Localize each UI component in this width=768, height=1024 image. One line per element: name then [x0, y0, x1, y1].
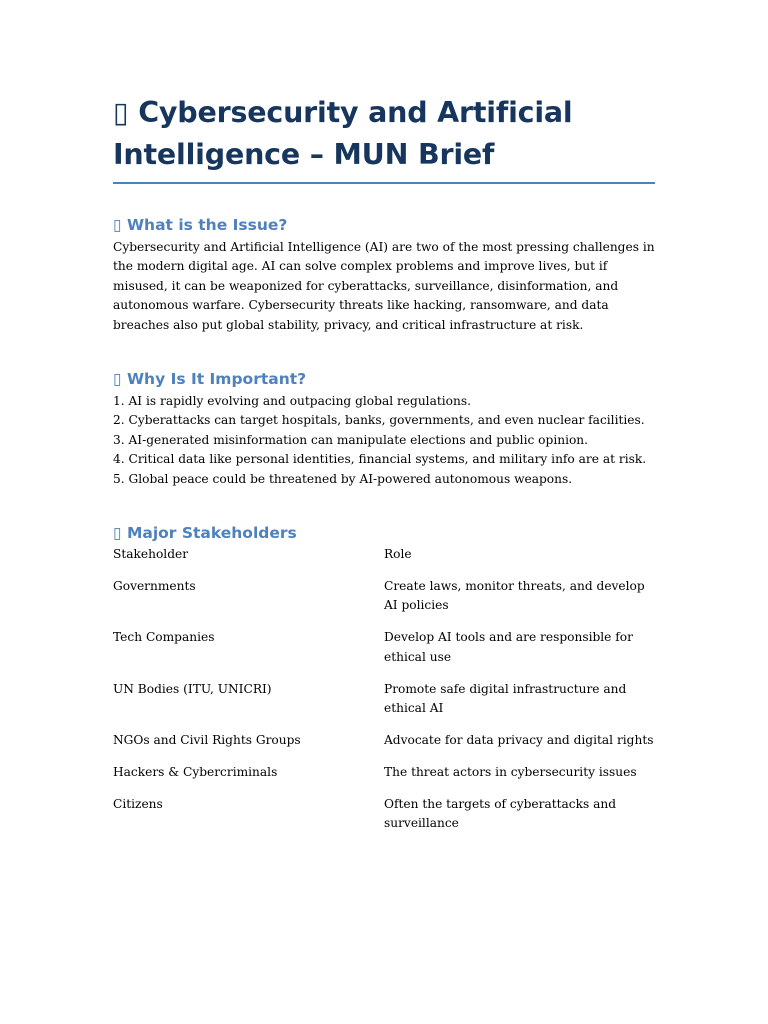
- table-row: [113, 795, 655, 846]
- issue-emoji-icon: ▯: [113, 216, 122, 234]
- stakeholders-table: [113, 545, 655, 846]
- importance-heading: [113, 368, 655, 390]
- role-cell: Develop AI tools and are responsible for ethical use: [384, 630, 633, 664]
- list-item: 5. Global peace could be threatened by AI-powered autonomous weapons.: [113, 471, 573, 486]
- document-page: [113, 92, 655, 846]
- table-row: [113, 763, 655, 795]
- role-cell: Advocate for data privacy and digital rights: [384, 732, 654, 747]
- stakeholder-cell: Citizens: [113, 796, 163, 811]
- role-cell: The threat actors in cybersecurity issues: [384, 764, 637, 779]
- role-cell: Create laws, monitor threats, and develop AI policies: [384, 578, 645, 613]
- issue-heading: [113, 214, 655, 236]
- role-cell: Promote safe digital infrastructure and ethical AI: [384, 681, 627, 715]
- stakeholder-cell: Hackers & Cybercriminals: [113, 764, 278, 779]
- table-row: [113, 731, 655, 763]
- importance-list: [113, 392, 655, 489]
- list-item: 4. Critical data like personal identities, financial systems, and military info are at risk.: [113, 452, 647, 467]
- list-item: 3. AI-generated misinformation can manipulate elections and public opinion.: [113, 432, 589, 447]
- importance-emoji-icon: ▯: [113, 370, 122, 389]
- stakeholder-cell: UN Bodies (ITU, UNICRI): [113, 681, 272, 696]
- stakeholders-emoji-icon: ▯: [113, 524, 122, 543]
- stakeholders-heading: [113, 522, 655, 544]
- table-header-row: [113, 545, 655, 577]
- list-item: 2. Cyberattacks can target hospitals, banks, governments, and even nuclear facilities.: [113, 413, 645, 428]
- issue-paragraph: Cybersecurity and Artificial Intelligence (AI) are two of the most pressing challenges in the modern digital age. AI can solve complex problems and improve lives, but if misused, it can be weaponized for cyberattacks, surveillance, disinformation, and autonomous warfare. Cybersecurity threats like hacking, ransomware, and data breaches also put global stability, privacy, and critical infrastructure at risk.: [113, 240, 655, 332]
- stakeholder-cell: NGOs and Civil Rights Groups: [113, 732, 301, 747]
- column-header-role: Role: [384, 547, 412, 562]
- title-emoji-icon: ▯: [113, 96, 129, 129]
- table-row: [113, 680, 655, 731]
- issue-heading-text: What is the Issue?: [126, 216, 288, 234]
- table-row: [113, 577, 655, 628]
- stakeholder-cell: Tech Companies: [113, 630, 215, 645]
- title-divider: [113, 182, 655, 184]
- column-header-stakeholder: Stakeholder: [113, 547, 189, 562]
- page-title-text: Cybersecurity and Artificial Intelligence – MUN Brief: [113, 96, 573, 171]
- importance-heading-text: Why Is It Important?: [126, 370, 307, 389]
- page-title: [113, 92, 655, 176]
- stakeholder-cell: Governments: [113, 578, 196, 593]
- stakeholders-heading-text: Major Stakeholders: [126, 524, 297, 543]
- list-item: 1. AI is rapidly evolving and outpacing global regulations.: [113, 394, 471, 409]
- table-row: [113, 628, 655, 679]
- role-cell: Often the targets of cyberattacks and surveillance: [384, 796, 617, 831]
